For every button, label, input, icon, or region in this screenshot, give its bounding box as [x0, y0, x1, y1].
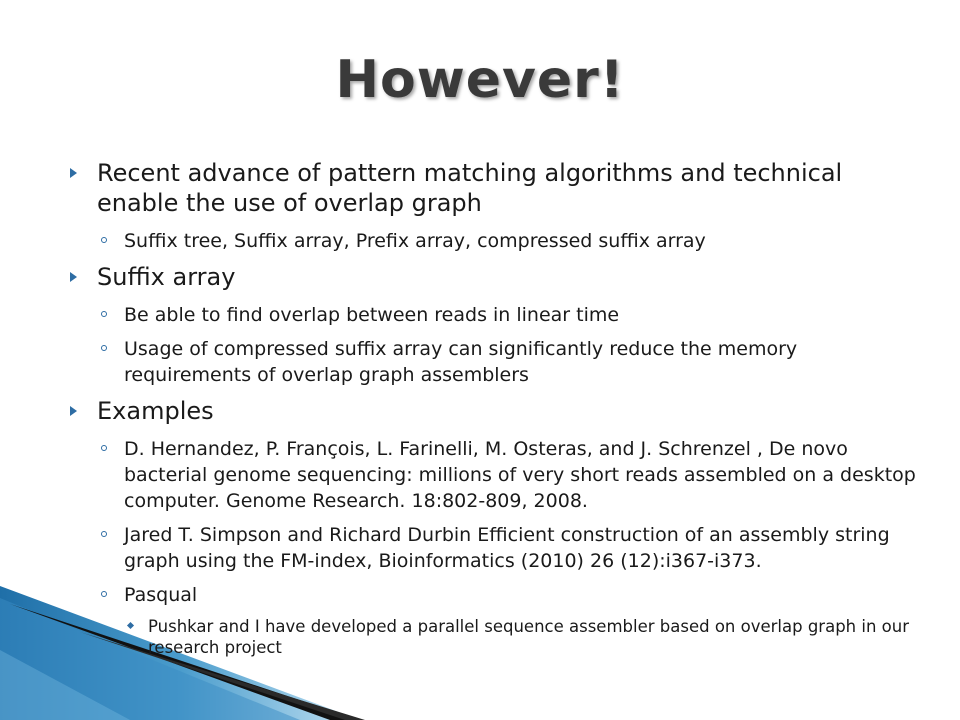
- ring-bullet-icon: [101, 311, 107, 317]
- sub-bullet-text: Suffix tree, Suffix array, Prefix array, compressed suffix array: [124, 230, 706, 252]
- bullet-text: Recent advance of pattern matching algorithms and technical enable the use of overlap graph: [97, 159, 843, 217]
- sub-sub-bullet-text: Pushkar and I have developed a parallel sequence assembler based on overlap graph in our research project: [148, 617, 909, 657]
- bullet-item: [70, 262, 920, 292]
- sub-bullet-text: Usage of compressed suffix array can significantly reduce the memory requirements of overlap graph assemblers: [124, 338, 798, 386]
- sub-sub-bullet-item: [70, 616, 920, 658]
- sub-bullet-item: [70, 302, 920, 328]
- bullet-text: Suffix array: [97, 263, 236, 291]
- bullet-item: [70, 158, 920, 218]
- slide-title: However!: [335, 50, 625, 110]
- triangle-bullet-icon: [70, 272, 77, 282]
- bullet-text: Examples: [97, 397, 214, 425]
- sub-bullet-item: [70, 228, 920, 254]
- triangle-bullet-icon: [70, 406, 77, 416]
- bullet-item: [70, 396, 920, 426]
- sub-bullet-item: [70, 336, 920, 388]
- sub-bullet-item: [70, 436, 920, 514]
- triangle-bullet-icon: [70, 168, 77, 178]
- sub-bullet-item: [70, 582, 920, 608]
- ring-bullet-icon: [101, 531, 107, 537]
- ring-bullet-icon: [101, 591, 107, 597]
- sub-bullet-text: Be able to find overlap between reads in linear time: [124, 304, 620, 326]
- ring-bullet-icon: [101, 445, 107, 451]
- ring-bullet-icon: [101, 345, 107, 351]
- ring-bullet-icon: [101, 237, 107, 243]
- sub-bullet-text: Pasqual: [124, 584, 198, 606]
- sub-bullet-item: [70, 522, 920, 574]
- sub-bullet-text: Jared T. Simpson and Richard Durbin Efficient construction of an assembly string graph using the FM-index, Bioinformatics (2010) 26 (12):i367-i373.: [124, 524, 890, 572]
- slide-content: [70, 158, 920, 664]
- diamond-bullet-icon: [127, 622, 134, 629]
- sub-bullet-text: D. Hernandez, P. François, L. Farinelli, M. Osteras, and J. Schrenzel , De novo bacterial genome sequencing: millions of very short reads assembled on a desktop computer. Genome Research. 18:802-809, 2008.: [124, 438, 916, 512]
